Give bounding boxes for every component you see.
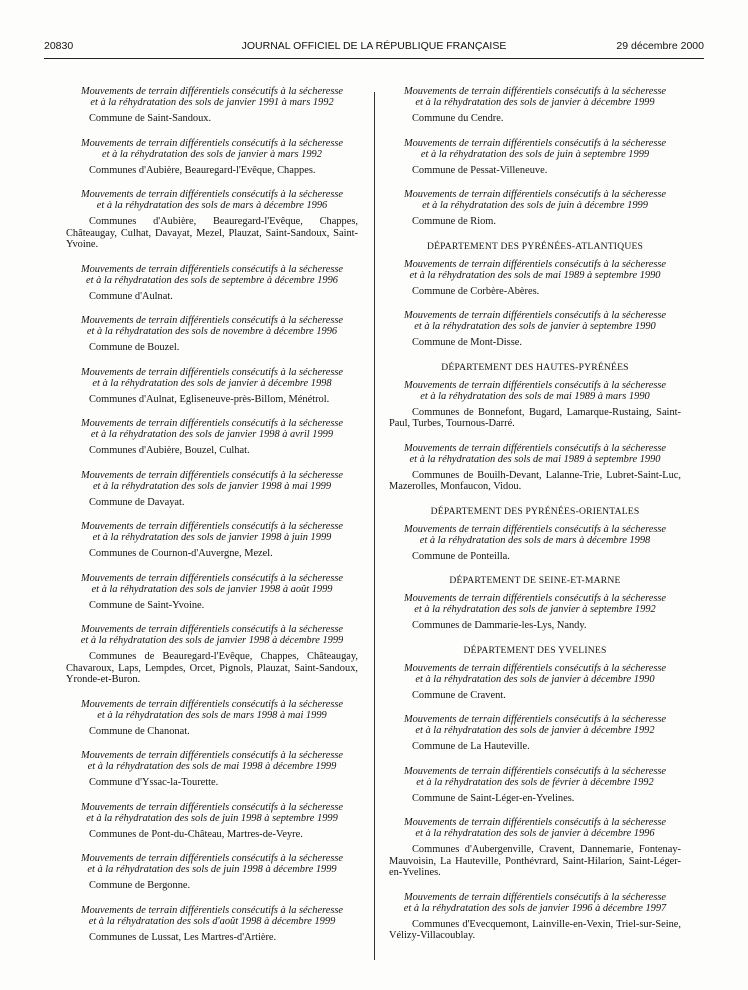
- communes-list: Commune de Cravent.: [412, 689, 506, 701]
- entry-heading: [389, 380, 681, 402]
- entry-heading: [66, 315, 358, 337]
- entry-heading: [66, 418, 358, 440]
- heading-line: Mouvements de terrain différentiels consécutifs à la sécheresse: [403, 379, 667, 391]
- heading-line: et à la réhydratation des sols de mars à décembre 1996: [96, 200, 328, 211]
- entry-heading: [66, 189, 358, 211]
- heading-line: et à la réhydratation des sols de janvier à décembre 1990: [415, 673, 655, 685]
- entry-heading: [66, 624, 358, 646]
- department-heading: DÉPARTEMENT DES PYRÉNÉES-ORIENTALES: [430, 505, 640, 517]
- column-divider: [374, 92, 375, 960]
- decree-entry: [66, 750, 358, 789]
- heading-line: Mouvements de terrain différentiels consécutifs à la sécheresse: [80, 853, 344, 864]
- communes-list: Commune de Riom.: [412, 216, 496, 227]
- heading-line: Mouvements de terrain différentiels consécutifs à la sécheresse: [80, 572, 344, 584]
- communes-list: Communes de Lussat, Les Martres-d'Artière.: [89, 931, 277, 943]
- heading-line: Mouvements de terrain différentiels consécutifs à la sécheresse: [403, 891, 667, 903]
- department-heading: DÉPARTEMENT DE SEINE-ET-MARNE: [449, 575, 621, 586]
- issue-date: 29 décembre 2000: [616, 40, 704, 52]
- entry-heading: [66, 470, 358, 492]
- communes-list: Communes d'Aulnat, Egliseneuve-près-Billom, Ménétrol.: [89, 393, 330, 405]
- heading-line: et à la réhydratation des sols de janvier à décembre 1996: [415, 828, 655, 839]
- decree-entry: [389, 138, 681, 177]
- department-heading: DÉPARTEMENT DES PYRÉNÉES-ATLANTIQUES: [426, 240, 644, 252]
- decree-entry: [66, 418, 358, 457]
- decree-entry: [66, 86, 358, 125]
- decree-entry: [66, 905, 358, 944]
- heading-line: Mouvements de terrain différentiels consécutifs à la sécheresse: [403, 662, 667, 674]
- heading-line: Mouvements de terrain différentiels consécutifs à la sécheresse: [80, 86, 344, 97]
- decree-entry: [389, 524, 681, 563]
- heading-line: Mouvements de terrain différentiels consécutifs à la sécheresse: [403, 714, 667, 725]
- communes-list: Commune du Cendre.: [412, 113, 504, 124]
- communes-list: Commune de Saint-Yvoine.: [89, 599, 205, 611]
- decree-entry: [389, 259, 681, 298]
- heading-line: et à la réhydratation des sols de juin à septembre 1999: [420, 148, 650, 160]
- heading-line: et à la réhydratation des sols de janvier 1998 à août 1999: [91, 583, 333, 595]
- entry-heading: [389, 663, 681, 685]
- heading-line: Mouvements de terrain différentiels consécutifs à la sécheresse: [80, 698, 344, 710]
- header-rule: [44, 58, 704, 59]
- communes-list: Communes de Bonnefont, Bugard, Lamarque-Rustaing, Saint-Paul, Turbes, Tournous-Darré.: [389, 406, 681, 429]
- communes-list: Communes de Pont-du-Château, Martres-de-Veyre.: [89, 828, 303, 840]
- heading-line: et à la réhydratation des sols de juin 1998 à décembre 1999: [87, 864, 337, 875]
- decree-entry: [66, 264, 358, 303]
- communes-list: Commune de Bouzel.: [89, 342, 180, 353]
- heading-line: et à la réhydratation des sols de janvier à décembre 1999: [415, 97, 655, 108]
- entry-heading: [389, 138, 681, 160]
- heading-line: et à la réhydratation des sols de janvier à septembre 1992: [414, 604, 656, 615]
- heading-line: et à la réhydratation des sols d'août 1998 à décembre 1999: [88, 915, 336, 927]
- entry-heading: [66, 138, 358, 160]
- heading-line: et à la réhydratation des sols de janvier 1998 à mai 1999: [92, 480, 332, 492]
- decree-entry: [389, 663, 681, 702]
- heading-line: Mouvements de terrain différentiels consécutifs à la sécheresse: [80, 801, 344, 813]
- entry-heading: [389, 189, 681, 211]
- decree-entry: [389, 310, 681, 349]
- communes-list: Commune de La Hauteville.: [412, 741, 530, 752]
- entry-heading: [66, 853, 358, 875]
- department-heading: DÉPARTEMENT DES HAUTES-PYRÉNÉES: [441, 361, 629, 373]
- decree-entry: [66, 521, 358, 560]
- heading-line: et à la réhydratation des sols de septembre à décembre 1996: [85, 274, 339, 286]
- communes-list: Communes d'Aubière, Beauregard-l'Evêque, Chappes, Châteaugay, Culhat, Davayat, Mezel, Plauzat, Saint-Sandoux, Saint-Yvoine.: [66, 216, 358, 250]
- entry-heading: [66, 750, 358, 772]
- entry-heading: [66, 367, 358, 389]
- communes-list: Commune de Chanonat.: [89, 725, 190, 737]
- decree-entry: [389, 86, 681, 125]
- heading-line: et à la réhydratation des sols de janvier à septembre 1990: [414, 321, 656, 332]
- entry-heading: [66, 573, 358, 595]
- heading-line: et à la réhydratation des sols de janvier 1998 à juin 1999: [92, 532, 332, 543]
- heading-line: et à la réhydratation des sols de mai 1998 à décembre 1999: [87, 761, 337, 772]
- heading-line: Mouvements de terrain différentiels consécutifs à la sécheresse: [80, 418, 344, 429]
- decree-entry: [66, 573, 358, 612]
- decree-entry: [389, 766, 681, 805]
- entry-heading: [66, 264, 358, 286]
- heading-line: Mouvements de terrain différentiels consécutifs à la sécheresse: [80, 750, 344, 761]
- heading-line: et à la réhydratation des sols de février à décembre 1992: [416, 776, 654, 788]
- entry-heading: [389, 310, 681, 332]
- communes-list: Communes de Bouilh-Devant, Lalanne-Trie, Lubret-Saint-Luc, Mazerolles, Monfaucon, Vidou.: [389, 469, 681, 492]
- heading-line: et à la réhydratation des sols de janvier à mars 1992: [102, 148, 322, 160]
- entry-heading: [389, 259, 681, 281]
- communes-list: Commune de Saint-Léger-en-Yvelines.: [412, 792, 575, 804]
- decree-entry: [389, 593, 681, 632]
- communes-list: Commune de Mont-Disse.: [412, 337, 522, 348]
- decree-entry: [389, 189, 681, 228]
- entry-heading: [66, 86, 358, 108]
- heading-line: et à la réhydratation des sols de novembre à décembre 1996: [86, 326, 338, 337]
- heading-line: Mouvements de terrain différentiels consécutifs à la sécheresse: [80, 624, 344, 635]
- entry-heading: [389, 86, 681, 108]
- heading-line: et à la réhydratation des sols de janvier 1998 à décembre 1999: [80, 635, 344, 646]
- heading-line: et à la réhydratation des sols de mars 1998 à mai 1999: [97, 709, 327, 721]
- decree-entry: [66, 138, 358, 177]
- heading-line: Mouvements de terrain différentiels consécutifs à la sécheresse: [80, 315, 344, 326]
- entry-heading: [389, 892, 681, 914]
- communes-list: Commune de Saint-Sandoux.: [89, 113, 212, 124]
- communes-list: Commune de Davayat.: [89, 496, 185, 508]
- entry-heading: [389, 817, 681, 839]
- heading-line: et à la réhydratation des sols de janvier 1998 à avril 1999: [90, 429, 334, 440]
- heading-line: Mouvements de terrain différentiels consécutifs à la sécheresse: [403, 86, 667, 97]
- heading-line: Mouvements de terrain différentiels consécutifs à la sécheresse: [80, 366, 344, 378]
- heading-line: et à la réhydratation des sols de juin à décembre 1999: [422, 200, 648, 211]
- decree-entry: [66, 699, 358, 738]
- decree-entry: [66, 470, 358, 509]
- heading-line: et à la réhydratation des sols de mai 1989 à mars 1990: [420, 390, 650, 402]
- decree-entry: [389, 817, 681, 879]
- page-header: [44, 40, 704, 56]
- right-column: [389, 86, 681, 955]
- decree-entry: [389, 380, 681, 430]
- communes-list: Commune de Pessat-Villeneuve.: [412, 164, 548, 176]
- communes-list: Communes d'Aubière, Bouzel, Culhat.: [89, 445, 250, 456]
- communes-list: Communes de Beauregard-l'Evêque, Chappes, Châteaugay, Chavaroux, Laps, Lempdes, Orcet, Pignols, Plauzat, Saint-Sandoux, Yronde-et-Buron.: [66, 651, 358, 685]
- journal-title: JOURNAL OFFICIEL DE LA RÉPUBLIQUE FRANÇAISE: [241, 40, 507, 52]
- entry-heading: [66, 699, 358, 721]
- decree-entry: [389, 443, 681, 493]
- heading-line: et à la réhydratation des sols de juin 1998 à septembre 1999: [86, 812, 338, 824]
- decree-entry: [66, 315, 358, 354]
- heading-line: Mouvements de terrain différentiels consécutifs à la sécheresse: [403, 189, 667, 200]
- department-heading: DÉPARTEMENT DES YVELINES: [463, 644, 607, 656]
- heading-line: Mouvements de terrain différentiels consécutifs à la sécheresse: [80, 521, 344, 532]
- heading-line: Mouvements de terrain différentiels consécutifs à la sécheresse: [403, 310, 667, 321]
- entry-heading: [389, 714, 681, 736]
- heading-line: Mouvements de terrain différentiels consécutifs à la sécheresse: [403, 258, 667, 270]
- heading-line: et à la réhydratation des sols de mai 1989 à septembre 1990: [409, 269, 661, 281]
- heading-line: Mouvements de terrain différentiels consécutifs à la sécheresse: [403, 765, 667, 777]
- communes-list: Communes d'Aubière, Beauregard-l'Evêque, Chappes.: [89, 164, 316, 176]
- heading-line: Mouvements de terrain différentiels consécutifs à la sécheresse: [403, 137, 667, 149]
- decree-entry: [66, 367, 358, 406]
- heading-line: et à la réhydratation des sols de mars à décembre 1998: [419, 534, 651, 546]
- heading-line: Mouvements de terrain différentiels consécutifs à la sécheresse: [80, 189, 344, 200]
- communes-list: Commune d'Yssac-la-Tourette.: [89, 777, 219, 788]
- heading-line: Mouvements de terrain différentiels consécutifs à la sécheresse: [80, 469, 344, 481]
- communes-list: Commune de Bergonne.: [89, 880, 191, 891]
- decree-entry: [66, 624, 358, 686]
- communes-list: Commune de Corbère-Abères.: [412, 285, 540, 297]
- decree-entry: [66, 853, 358, 892]
- entry-heading: [389, 443, 681, 465]
- heading-line: et à la réhydratation des sols de mai 1989 à septembre 1990: [409, 453, 661, 465]
- heading-line: et à la réhydratation des sols de janvier à décembre 1998: [92, 377, 332, 389]
- decree-entry: [389, 892, 681, 942]
- communes-list: Communes de Cournon-d'Auvergne, Mezel.: [89, 548, 273, 559]
- entry-heading: [66, 802, 358, 824]
- heading-line: et à la réhydratation des sols de janvier 1996 à décembre 1997: [403, 902, 667, 914]
- heading-line: et à la réhydratation des sols de janvier à décembre 1992: [415, 725, 655, 736]
- heading-line: Mouvements de terrain différentiels consécutifs à la sécheresse: [403, 442, 667, 454]
- heading-line: Mouvements de terrain différentiels consécutifs à la sécheresse: [403, 523, 667, 535]
- communes-list: Commune de Ponteilla.: [412, 550, 510, 562]
- heading-line: Mouvements de terrain différentiels consécutifs à la sécheresse: [403, 593, 667, 604]
- entry-heading: [66, 905, 358, 927]
- communes-list: Communes d'Aubergenville, Cravent, Dannemarie, Fontenay-Mauvoisin, La Hauteville, Ponthévrard, Saint-Hilarion, Saint-Léger-en-Yvelines.: [389, 844, 681, 878]
- heading-line: Mouvements de terrain différentiels consécutifs à la sécheresse: [80, 263, 344, 275]
- left-column: [66, 86, 358, 956]
- entry-heading: [66, 521, 358, 543]
- heading-line: et à la réhydratation des sols de janvier 1991 à mars 1992: [90, 97, 334, 108]
- heading-line: Mouvements de terrain différentiels consécutifs à la sécheresse: [403, 817, 667, 828]
- entry-heading: [389, 593, 681, 615]
- entry-heading: [389, 524, 681, 546]
- decree-entry: [66, 802, 358, 841]
- heading-line: Mouvements de terrain différentiels consécutifs à la sécheresse: [80, 137, 344, 149]
- decree-entry: [389, 714, 681, 753]
- communes-list: Communes de Dammarie-les-Lys, Nandy.: [412, 620, 587, 631]
- communes-list: Communes d'Evecquemont, Lainville-en-Vexin, Triel-sur-Seine, Vélizy-Villacoublay.: [389, 918, 681, 941]
- heading-line: Mouvements de terrain différentiels consécutifs à la sécheresse: [80, 904, 344, 916]
- communes-list: Commune d'Aulnat.: [89, 290, 173, 302]
- page-number: 20830: [44, 40, 74, 52]
- decree-entry: [66, 189, 358, 251]
- entry-heading: [389, 766, 681, 788]
